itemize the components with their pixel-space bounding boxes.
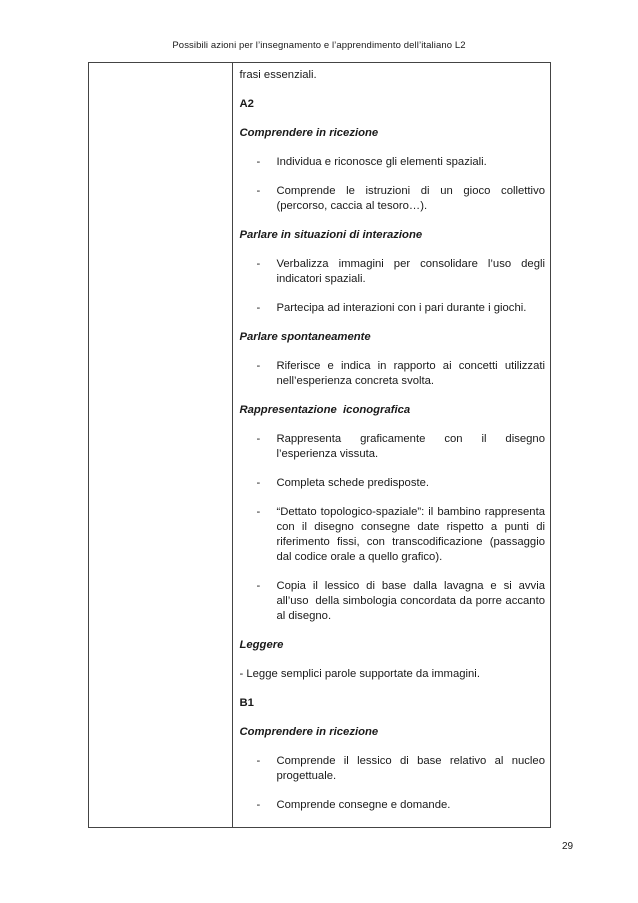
intro-text: frasi essenziali. bbox=[239, 69, 317, 81]
list-item-text: Comprende consegne e domande. bbox=[276, 799, 451, 811]
list-item-text: Verbalizza immagini per consolidare l’uso degli indicatori spaziali. bbox=[276, 258, 545, 285]
list-item-text: Rappresenta graficamente con il disegno l’esperienza vissuta. bbox=[276, 433, 545, 460]
left-column-cell bbox=[89, 63, 233, 828]
list-item: - Comprende il lessico di base relativo al nucleo progettuale. bbox=[256, 755, 545, 782]
list-item: - Comprende le istruzioni di un gioco collettivo (percorso, caccia al tesoro…). bbox=[256, 185, 545, 212]
list-item: - Rappresenta graficamente con il disegno l’esperienza vissuta. bbox=[256, 433, 545, 460]
list-item: - Comprende consegne e domande. bbox=[239, 798, 545, 813]
section-title-rappresentazione: Rappresentazione iconografica bbox=[239, 404, 411, 416]
list-item: - Verbalizza immagini per consolidare l’uso degli indicatori spaziali. bbox=[256, 258, 545, 285]
list-item-text: Riferisce e indica in rapporto ai concetti utilizzati nell’esperienza concreta svolta. bbox=[276, 360, 545, 387]
leggere-text: - Legge semplici parole supportate da immagini. bbox=[239, 668, 480, 680]
list-item-text: Copia il lessico di base dalla lavagna e si avvia all’uso della simbologia concordata da porre accanto al disegno. bbox=[276, 580, 549, 622]
list-item-text: Comprende il lessico di base relativo al nucleo progettuale. bbox=[276, 755, 545, 782]
section-title-parlare-interazione: Parlare in situazioni di interazione bbox=[239, 229, 423, 241]
content-table bbox=[88, 62, 551, 828]
section-title-comprendere: Comprendere in ricezione bbox=[239, 127, 379, 139]
section-title-parlare-spontaneamente: Parlare spontaneamente bbox=[239, 331, 371, 343]
page-header: Possibili azioni per l’insegnamento e l’apprendimento dell’italiano L2 bbox=[172, 40, 466, 51]
section-title-leggere: Leggere bbox=[239, 639, 284, 651]
list-item: - Partecipa ad interazioni con i pari durante i giochi. bbox=[239, 301, 545, 316]
list-item-text: “Dettato topologico-spaziale”: il bambino rappresenta con il disegno consegne date rispetto a punti di riferimento fissi, con transcodificazione (passaggio dal codice orale a quello grafico). bbox=[276, 506, 545, 563]
list-item: - Riferisce e indica in rapporto ai concetti utilizzati nell’esperienza concreta svolta. bbox=[256, 360, 545, 387]
list-item: - “Dettato topologico-spaziale”: il bambino rappresenta con il disegno consegne date rispetto a punti di riferimento fissi, con transcodificazione (passaggio dal codice orale a quello grafico). bbox=[256, 506, 545, 563]
level-label-a2: A2 bbox=[239, 98, 254, 110]
list-item: - Completa schede predisposte. bbox=[239, 476, 545, 491]
page-number: 29 bbox=[562, 841, 574, 852]
right-column-cell bbox=[233, 63, 551, 828]
list-item-text: Completa schede predisposte. bbox=[276, 477, 430, 489]
list-item: - Copia il lessico di base dalla lavagna e si avvia all’uso della simbologia concordata da porre accanto al disegno. bbox=[256, 580, 549, 622]
list-item: - Individua e riconosce gli elementi spaziali. bbox=[239, 155, 545, 170]
level-label-b1: B1 bbox=[239, 697, 254, 709]
list-item-text: Comprende le istruzioni di un gioco collettivo (percorso, caccia al tesoro…). bbox=[276, 185, 545, 212]
list-item-text: Individua e riconosce gli elementi spaziali. bbox=[276, 156, 487, 168]
list-item-text: Partecipa ad interazioni con i pari durante i giochi. bbox=[276, 302, 527, 314]
cell-content bbox=[233, 63, 550, 813]
section-title-comprendere-b1: Comprendere in ricezione bbox=[239, 726, 379, 738]
